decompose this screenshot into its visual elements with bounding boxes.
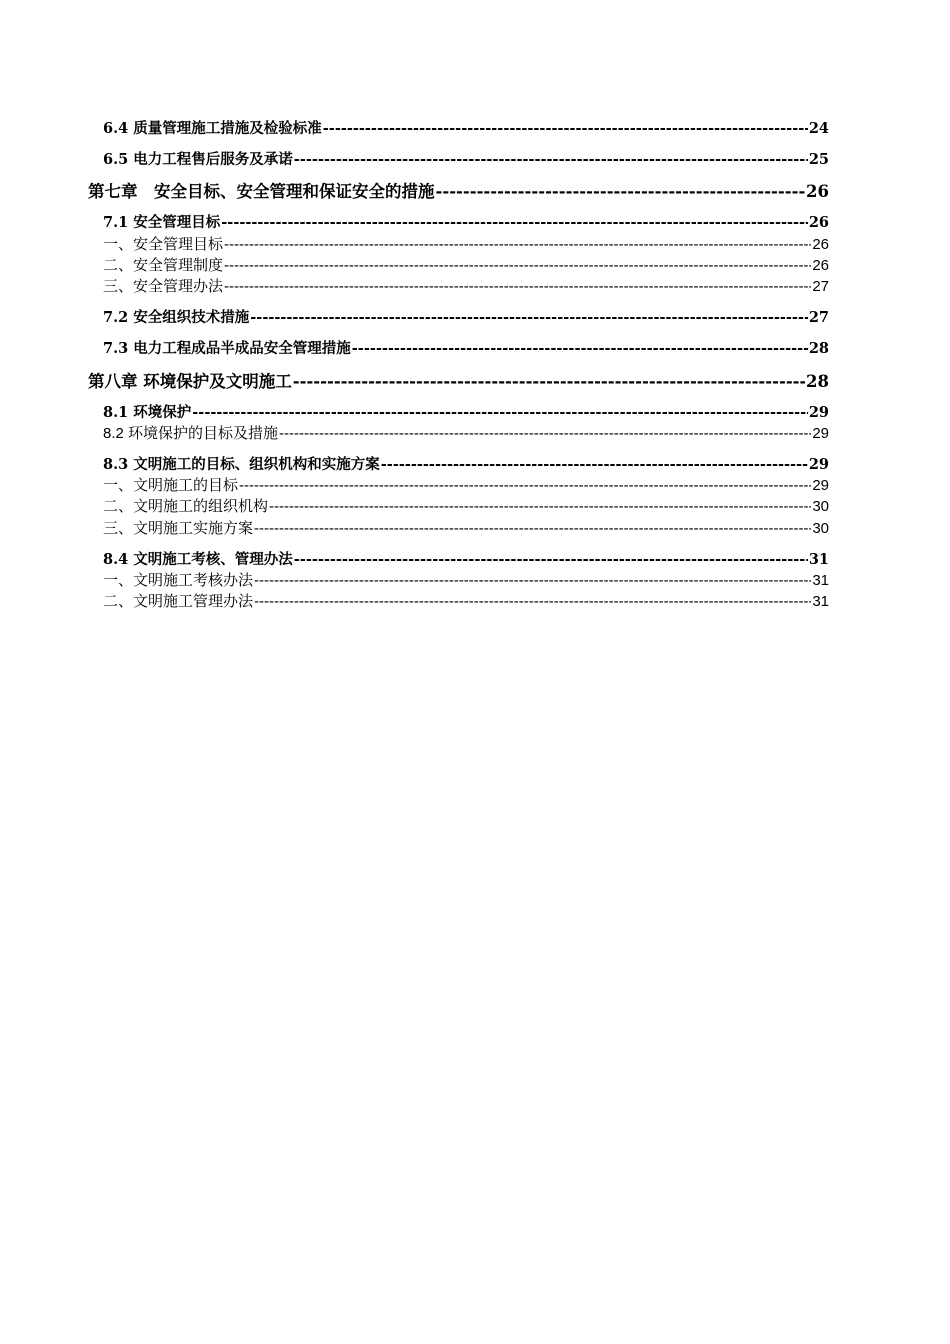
toc-entry-title: 6.5 电力工程售后服务及承诺 xyxy=(103,151,293,168)
toc-entry-page: 31 xyxy=(812,572,829,589)
toc-subentry xyxy=(103,517,829,538)
toc-entry xyxy=(103,306,829,327)
toc-entry-title: 一、文明施工的目标 xyxy=(103,477,239,494)
toc-leader-dots xyxy=(352,340,808,357)
toc-entry-title: 8.4 文明施工考核、管理办法 xyxy=(103,551,293,568)
toc-entry-page: 30 xyxy=(812,520,829,537)
toc-entry xyxy=(103,117,829,138)
toc-entry-page: 29 xyxy=(808,456,829,473)
toc-entry-page: 25 xyxy=(808,151,829,168)
toc-entry-page: 31 xyxy=(808,551,829,568)
toc-subentry xyxy=(103,590,829,611)
toc-entry-page: 26 xyxy=(812,236,829,253)
toc-leader-dots xyxy=(293,372,805,391)
toc-leader-dots xyxy=(192,404,808,421)
toc-leader-dots xyxy=(294,151,808,168)
toc-entry-title: 第八章 环境保护及文明施工 xyxy=(88,372,292,391)
toc-entry-page: 27 xyxy=(808,309,829,326)
toc-entry xyxy=(103,337,829,358)
toc-leader-dots xyxy=(254,572,811,589)
toc-entry-page: 26 xyxy=(812,257,829,274)
toc-entry-page: 29 xyxy=(812,477,829,494)
toc-subentry xyxy=(103,275,829,296)
toc-subentry xyxy=(103,233,829,254)
toc-leader-dots xyxy=(436,182,806,201)
toc-chapter-entry xyxy=(88,368,829,392)
toc-leader-dots xyxy=(224,278,811,295)
toc-entry-title: 第七章 安全目标、安全管理和保证安全的措施 xyxy=(88,182,435,201)
toc-subentry xyxy=(103,422,829,443)
toc-entry-page: 24 xyxy=(808,120,829,137)
toc-entry-title: 7.1 安全管理目标 xyxy=(103,214,221,231)
toc-entry-page: 29 xyxy=(812,425,829,442)
toc-entry xyxy=(103,453,829,474)
toc-leader-dots xyxy=(239,477,811,494)
toc-leader-dots xyxy=(254,520,811,537)
toc-leader-dots xyxy=(381,456,808,473)
toc-leader-dots xyxy=(323,120,808,137)
toc-subentry xyxy=(103,569,829,590)
toc-entry-title: 8.1 环境保护 xyxy=(103,404,192,421)
toc-entry-title: 三、安全管理办法 xyxy=(103,278,224,295)
toc-entry-title: 一、安全管理目标 xyxy=(103,236,224,253)
toc-leader-dots xyxy=(224,257,811,274)
toc-entry-title: 8.3 文明施工的目标、组织机构和实施方案 xyxy=(103,456,380,473)
toc-entry-title: 二、文明施工管理办法 xyxy=(103,593,254,610)
toc-subentry xyxy=(103,474,829,495)
toc-entry-page: 31 xyxy=(812,593,829,610)
toc-entry xyxy=(103,401,829,422)
toc-entry-title: 8.2 环境保护的目标及措施 xyxy=(103,425,279,442)
toc-leader-dots xyxy=(221,214,808,231)
toc-entry-title: 三、文明施工实施方案 xyxy=(103,520,254,537)
toc-entry-title: 6.4 质量管理施工措施及检验标准 xyxy=(103,120,322,137)
toc-entry-page: 27 xyxy=(812,278,829,295)
toc-entry-title: 二、安全管理制度 xyxy=(103,257,224,274)
toc-entry-page: 28 xyxy=(808,340,829,357)
toc-subentry xyxy=(103,495,829,516)
toc-entry-title: 7.3 电力工程成品半成品安全管理措施 xyxy=(103,340,351,357)
toc-entry xyxy=(103,548,829,569)
toc-entry xyxy=(103,211,829,232)
toc-entry-page: 26 xyxy=(808,214,829,231)
toc-subentry xyxy=(103,254,829,275)
toc-entry-page: 26 xyxy=(806,182,829,201)
toc-leader-dots xyxy=(224,236,811,253)
toc-entry-page: 30 xyxy=(812,498,829,515)
toc-entry-page: 28 xyxy=(806,372,829,391)
toc-entry-page: 29 xyxy=(808,404,829,421)
toc-entry xyxy=(103,148,829,169)
toc-leader-dots xyxy=(250,309,808,326)
toc-leader-dots xyxy=(269,498,811,515)
toc-entry-title: 一、文明施工考核办法 xyxy=(103,572,254,589)
toc-entry-title: 7.2 安全组织技术措施 xyxy=(103,309,250,326)
toc-leader-dots xyxy=(254,593,811,610)
toc-leader-dots xyxy=(279,425,811,442)
toc-chapter-entry xyxy=(88,178,829,202)
toc-leader-dots xyxy=(294,551,808,568)
toc-entry-title: 二、文明施工的组织机构 xyxy=(103,498,269,515)
